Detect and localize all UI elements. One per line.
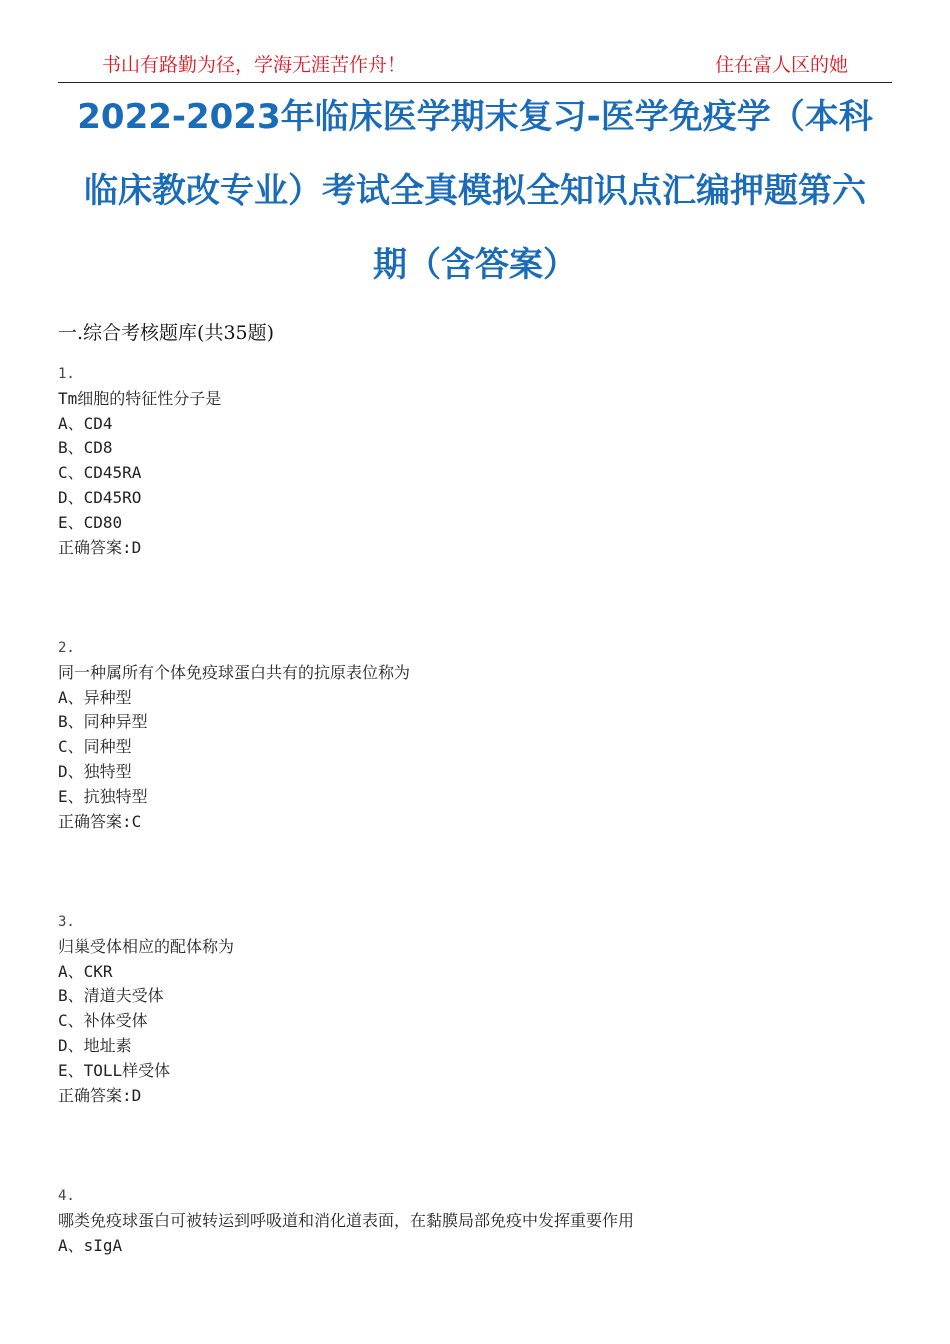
option-a: A、异种型 — [58, 687, 132, 707]
document-title — [60, 80, 890, 302]
question-number: 4. — [58, 1188, 75, 1204]
option-d: D、CD45RO — [58, 487, 142, 507]
question-stem: Tm细胞的特征性分子是 — [58, 388, 222, 408]
correct-answer: 正确答案:D — [58, 537, 142, 557]
option-c: C、同种型 — [58, 737, 132, 757]
title-line-1: 2022-2023年临床医学期末复习-医学免疫学（本科 — [77, 97, 873, 137]
question-4 — [58, 1184, 898, 1258]
question-stem: 哪类免疫球蛋白可被转运到呼吸道和消化道表面，在黏膜局部免疫中发挥重要作用 — [58, 1210, 635, 1230]
option-c: C、CD45RA — [58, 463, 142, 483]
header-author: 住在富人区的她 — [714, 54, 848, 76]
title-line-2: 临床教改专业）考试全真模拟全知识点汇编押题第六 — [84, 171, 866, 211]
question-number: 1. — [58, 366, 75, 382]
question-stem: 归巢受体相应的配体称为 — [58, 936, 235, 956]
page-header — [58, 48, 892, 83]
question-number: 3. — [58, 914, 75, 930]
option-e: E、CD80 — [58, 512, 123, 532]
option-b: B、CD8 — [58, 438, 113, 458]
section-heading: 一.综合考核题库(共35题) — [58, 322, 275, 344]
question-number: 2. — [58, 640, 75, 656]
option-d: D、地址素 — [58, 1035, 132, 1055]
option-a: A、CKR — [58, 961, 113, 981]
option-a: A、CD4 — [58, 413, 113, 433]
question-1 — [58, 362, 898, 560]
correct-answer: 正确答案:D — [58, 1085, 142, 1105]
option-e: E、抗独特型 — [58, 786, 148, 806]
question-2 — [58, 636, 898, 834]
option-d: D、独特型 — [58, 761, 132, 781]
question-stem: 同一种属所有个体免疫球蛋白共有的抗原表位称为 — [58, 662, 411, 682]
header-motto: 书山有路勤为径，学海无涯苦作舟！ — [102, 54, 407, 76]
option-a: A、sIgA — [58, 1235, 123, 1255]
correct-answer: 正确答案:C — [58, 811, 142, 831]
option-e: E、TOLL样受体 — [58, 1060, 171, 1080]
question-3 — [58, 910, 898, 1108]
option-b: B、清道夫受体 — [58, 986, 164, 1006]
option-c: C、补体受体 — [58, 1011, 148, 1031]
title-line-3: 期（含答案） — [373, 245, 577, 285]
option-b: B、同种异型 — [58, 712, 148, 732]
